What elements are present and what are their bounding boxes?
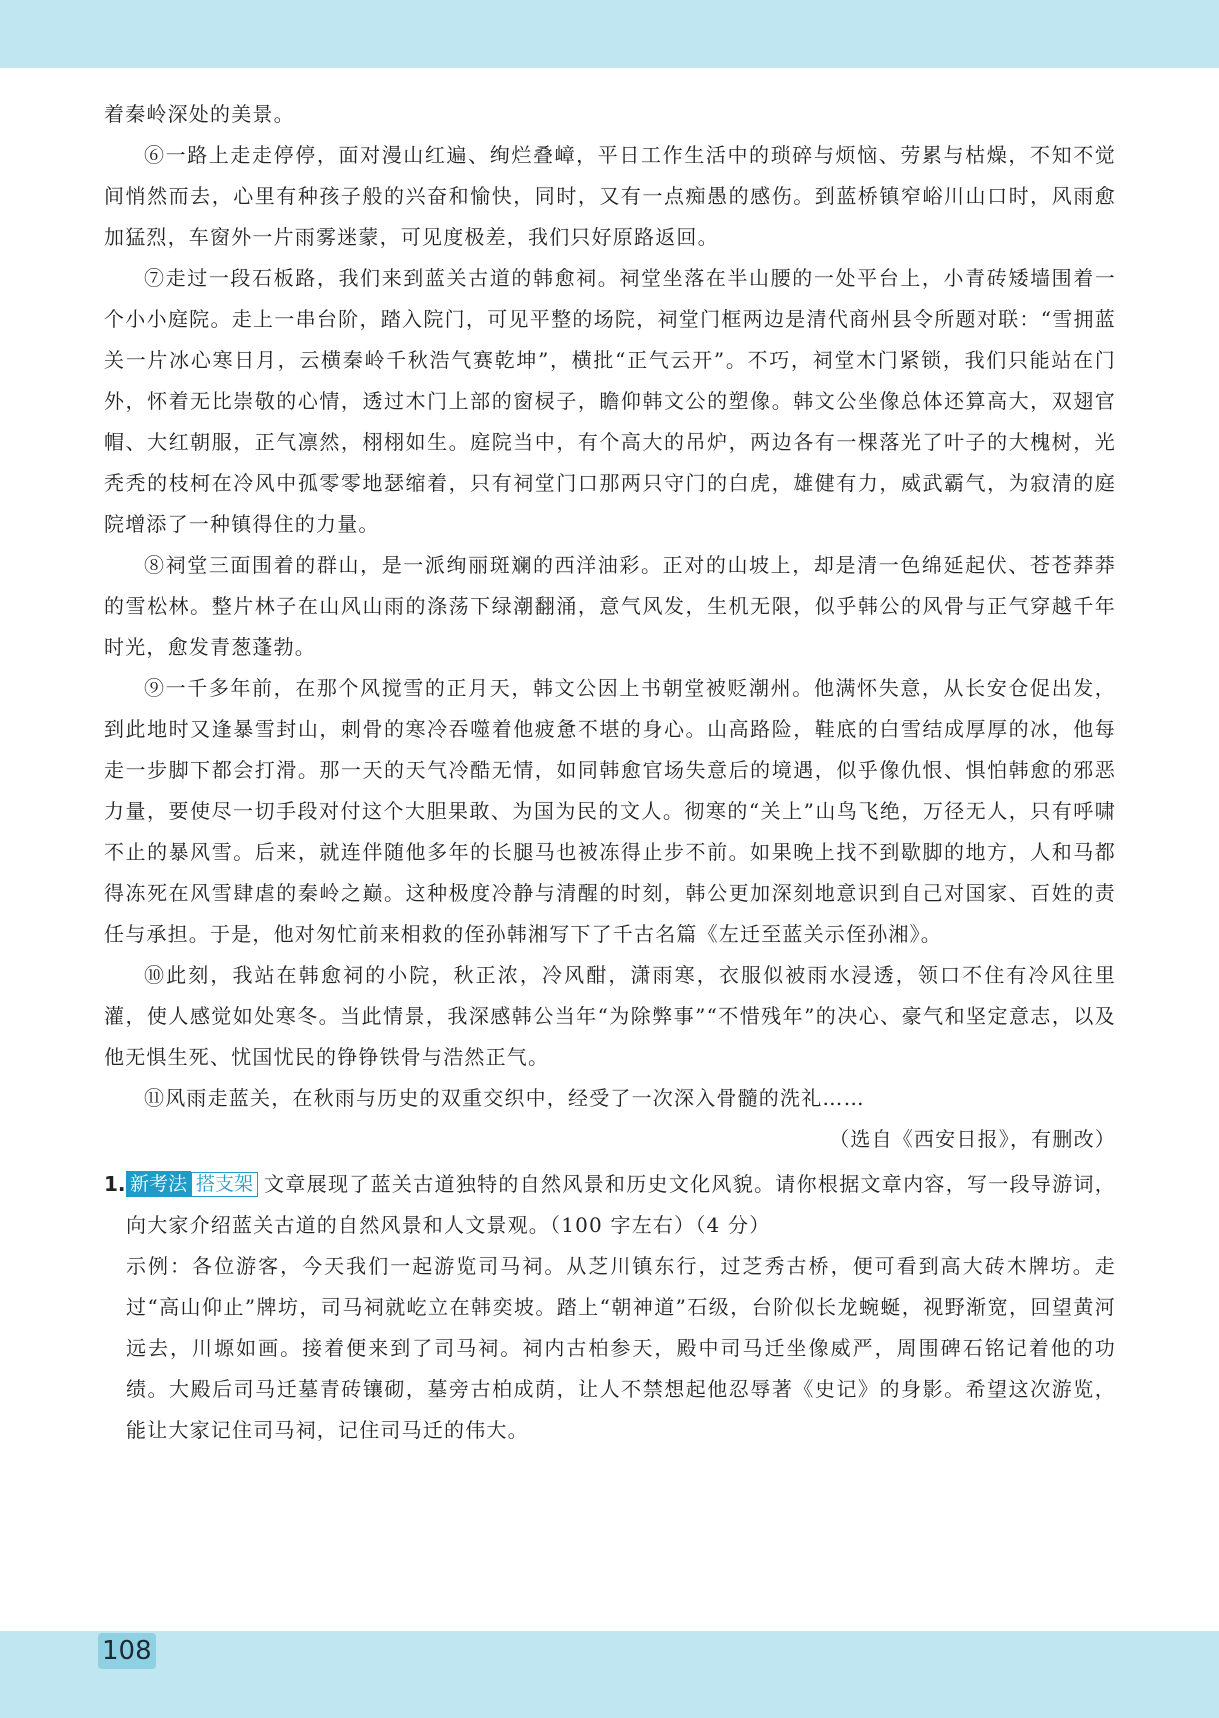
- article-paragraph-9: ⑨一千多年前，在那个风搅雪的正月天，韩文公因上书朝堂被贬潮州。他满怀失意，从长安仓促出发，到此地时又逢暴雪封山，刺骨的寒冷吞噬着他疲惫不堪的身心。山高路险，鞋底的白雪结成厚厚的冰，他每走一步脚下都会打滑。那一天的天气冷酷无情，如同韩愈官场失意后的境遇，似乎像仇恨、惧怕韩愈的邪恶力量，要使尽一切手段对付这个大胆果敢、为国为民的文人。彻寒的“关上”山鸟飞绝，万径无人，只有呼啸不止的暴风雪。后来，就连伴随他多年的长腿马也被冻得止步不前。如果晚上找不到歇脚的地方，人和马都得冻死在风雪肆虐的秦岭之巅。这种极度冷静与清醒的时刻，韩公更加深刻地意识到自己对国家、百姓的责任与承担。于是，他对匆忙前来相救的侄孙韩湘写下了千古名篇《左迁至蓝关示侄孙湘》。: [104, 676, 1116, 946]
- new-exam-method-tag: 新考法: [126, 1171, 191, 1197]
- question-1: [104, 1164, 1116, 1451]
- header-band: [0, 0, 1219, 68]
- article-paragraph-7: ⑦走过一段石板路，我们来到蓝关古道的韩愈祠。祠堂坐落在半山腰的一处平台上，小青砖矮墙围着一个小小庭院。走上一串台阶，踏入院门，可见平整的场院，祠堂门框两边是清代商州县令所题对联：“雪拥蓝关一片冰心寒日月，云横秦岭千秋浩气赛乾坤”，横批“正气云开”。不巧，祠堂木门紧锁，我们只能站在门外，怀着无比崇敬的心情，透过木门上部的窗棂子，瞻仰韩文公的塑像。韩文公坐像总体还算高大，双翅官帽、大红朝服，正气凛然，栩栩如生。庭院当中，有个高大的吊炉，两边各有一棵落光了叶子的大槐树，光秃秃的枝柯在冷风中孤零零地瑟缩着，只有祠堂门口那两只守门的白虎，雄健有力，威武霸气，为寂清的庭院增添了一种镇得住的力量。: [104, 266, 1116, 536]
- question-prompt-line: [126, 1164, 1116, 1246]
- article-paragraph-8: ⑧祠堂三面围着的群山，是一派绚丽斑斓的西洋油彩。正对的山坡上，却是清一色绵延起伏、苍苍莽莽的雪松林。整片林子在山风山雨的涤荡下绿潮翻涌，意气风发，生机无限，似乎韩公的风骨与正气穿越千年时光，愈发青葱蓬勃。: [104, 553, 1116, 659]
- article-paragraph-continued: 着秦岭深处的美景。: [104, 102, 295, 126]
- scaffold-tag: 搭支架: [191, 1172, 258, 1197]
- footer-band: [0, 1631, 1219, 1718]
- article-paragraph-6: ⑥一路上走走停停，面对漫山红遍、绚烂叠嶂，平日工作生活中的琐碎与烦恼、劳累与枯燥，不知不觉间悄然而去，心里有种孩子般的兴奋和愉快，同时，又有一点痴愚的感伤。到蓝桥镇窄峪川山口时，风雨愈加猛烈，车窗外一片雨雾迷蒙，可见度极差，我们只好原路返回。: [104, 143, 1116, 249]
- page-content: [104, 94, 1116, 1451]
- question-number: 1.: [104, 1172, 126, 1196]
- article-paragraph-10: ⑩此刻，我站在韩愈祠的小院，秋正浓，冷风酣，潇雨寒，衣服似被雨水浸透，领口不住有冷风往里灌，使人感觉如处寒冬。当此情景，我深感韩公当年“为除弊事”“不惜残年”的决心、豪气和坚定意志，以及他无惧生死、忧国忧民的铮铮铁骨与浩然正气。: [104, 963, 1116, 1069]
- article-paragraph-11: ⑪风雨走蓝关，在秋雨与历史的双重交织中，经受了一次深入骨髓的洗礼……: [144, 1086, 865, 1110]
- sample-answer: 示例：各位游客，今天我们一起游览司马祠。从芝川镇东行，过芝秀古桥，便可看到高大砖木牌坊。走过“高山仰止”牌坊，司马祠就屹立在韩奕坡。踏上“朝神道”石级，台阶似长龙蜿蜒，视野渐宽，回望黄河远去，川塬如画。接着便来到了司马祠。祠内古柏参天，殿中司马迁坐像威严，周围碑石铭记着他的功绩。大殿后司马迁墓青砖镶砌，墓旁古柏成荫，让人不禁想起他忍辱著《史记》的身影。希望这次游览，能让大家记住司马祠，记住司马迁的伟大。: [126, 1254, 1116, 1442]
- question-prompt: 文章展现了蓝关古道独特的自然风景和历史文化风貌。请你根据文章内容，写一段导游词，向大家介绍蓝关古道的自然风景和人文景观。（100 字左右）（4 分）: [126, 1172, 1116, 1237]
- page-number: 108: [98, 1633, 156, 1669]
- article-source: （选自《西安日报》，有删改）: [829, 1127, 1116, 1151]
